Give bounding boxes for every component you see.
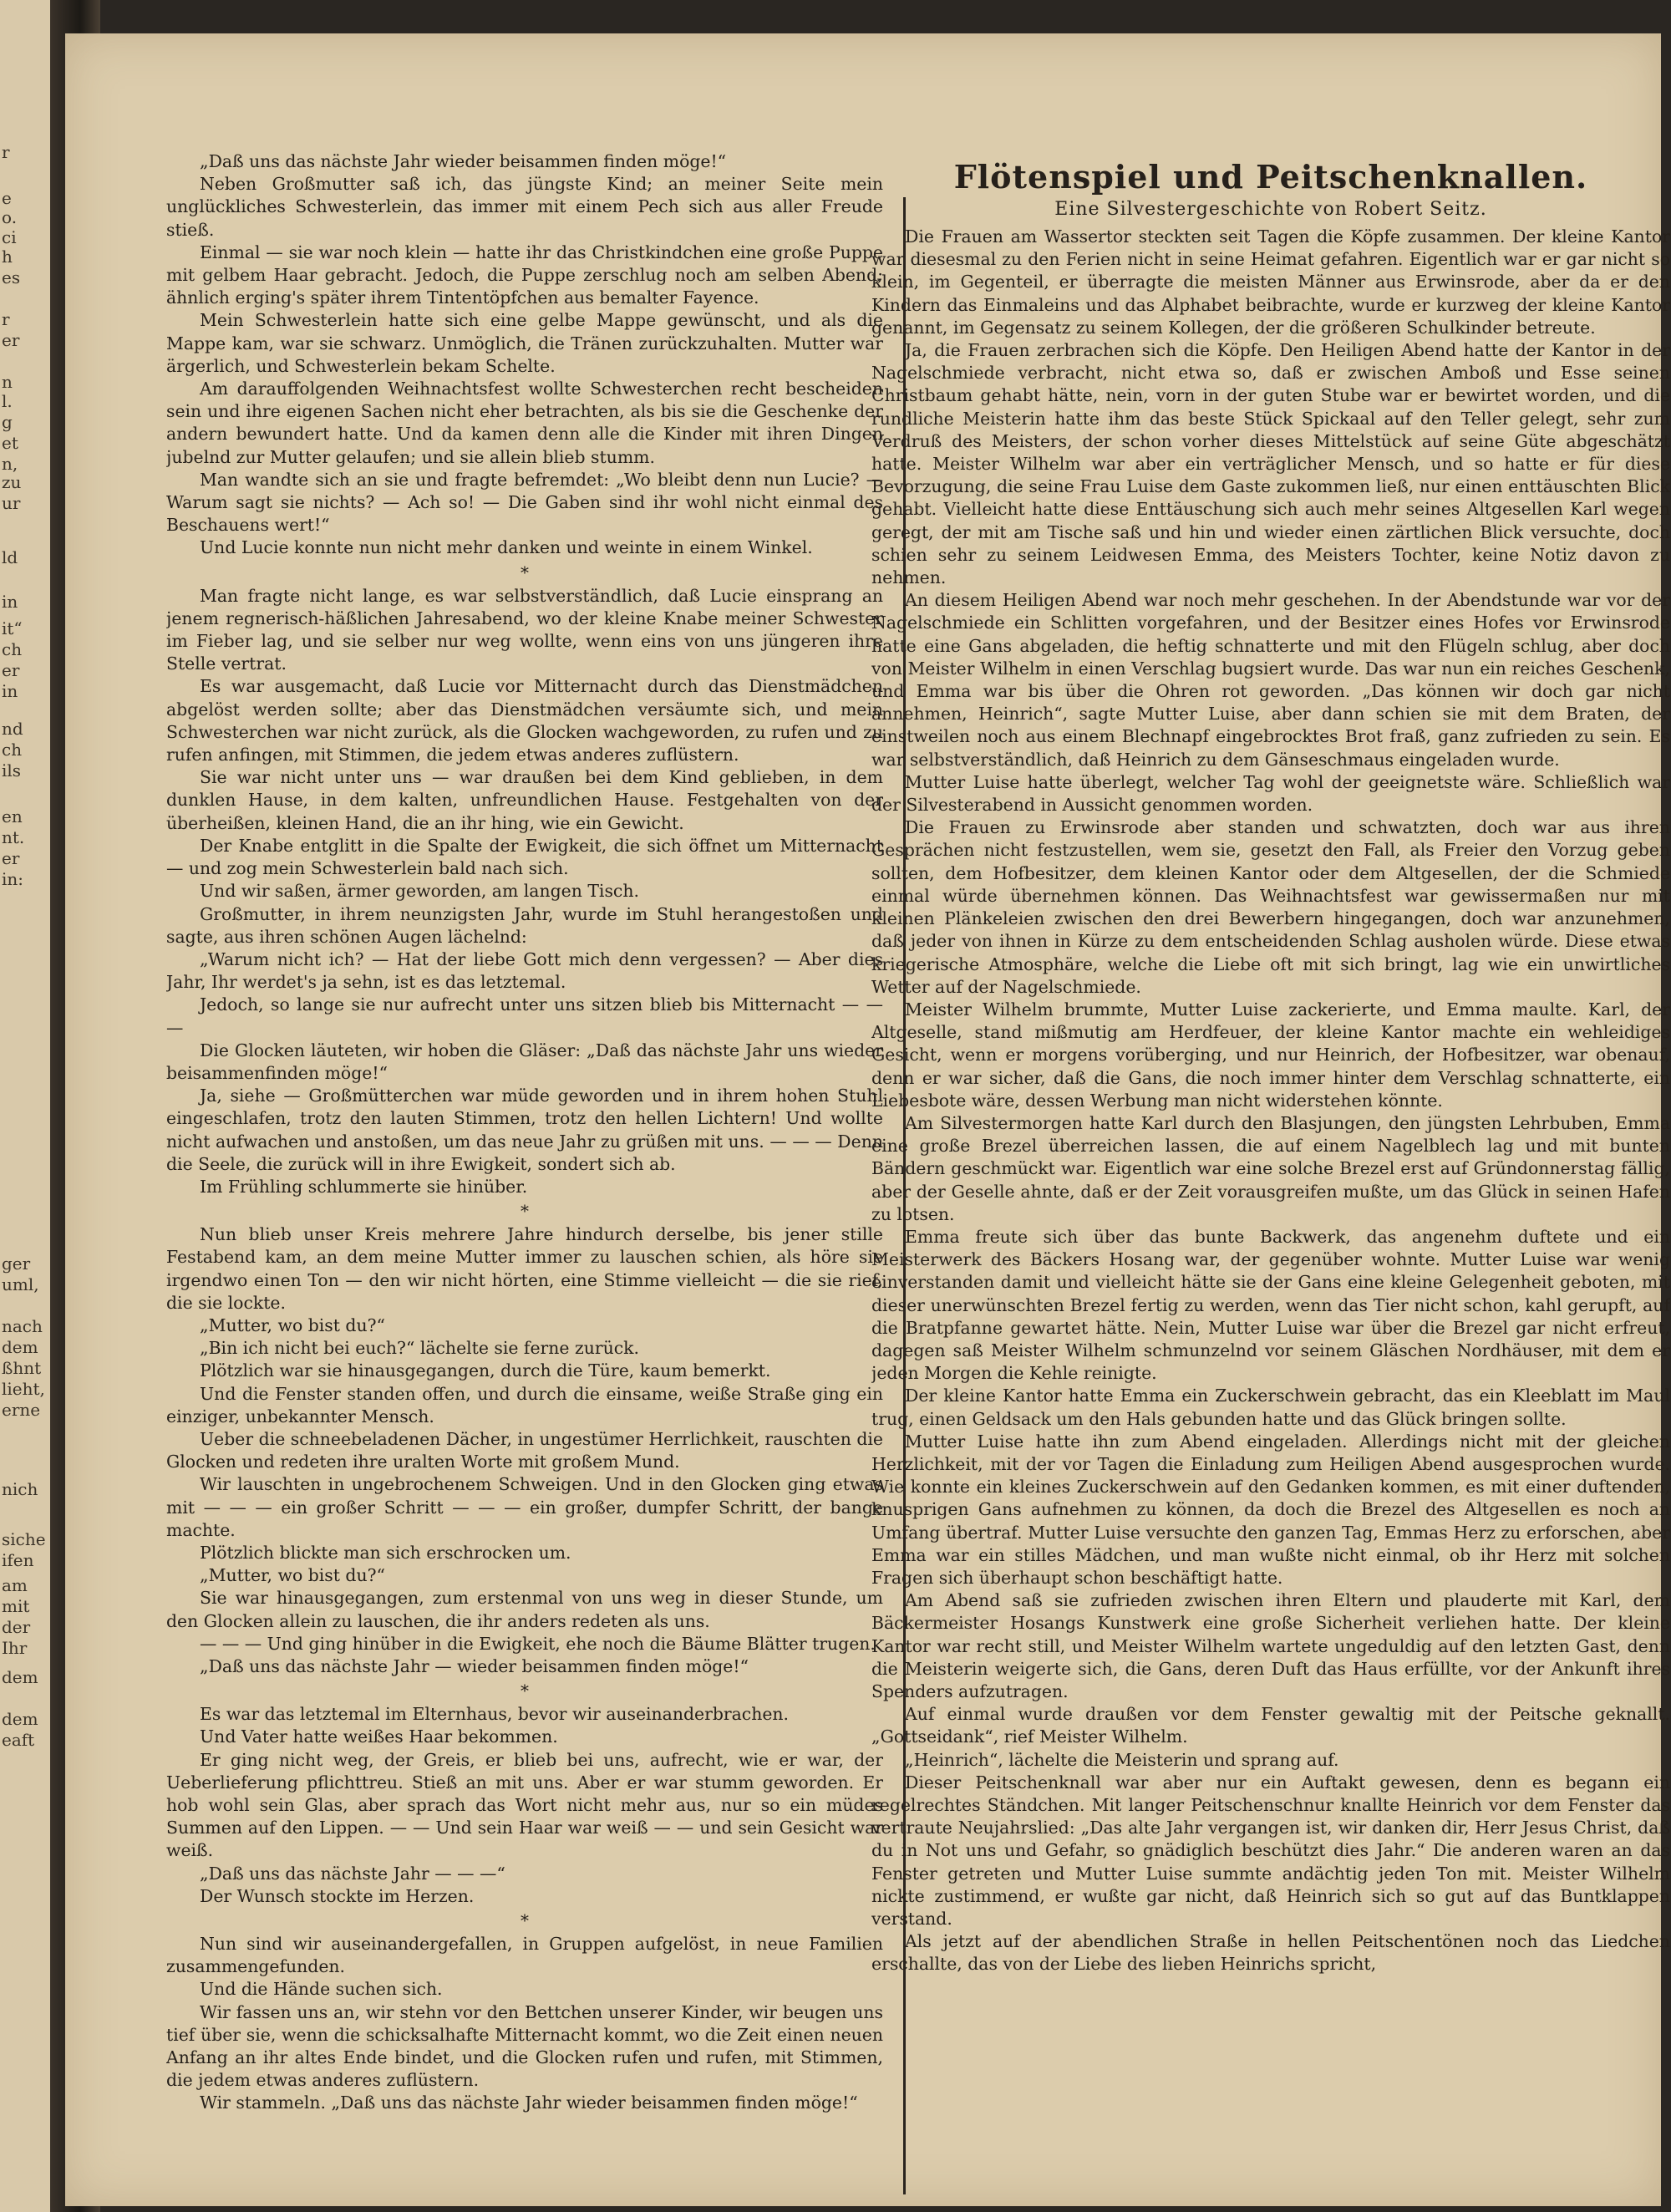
- paragraph: Der kleine Kantor hatte Emma ein Zuckerschwein gebracht, das ein Kleeblatt im Maul trug, einen Geldsack um den Hals gebunden hatte und das Glück bringen sollte.: [871, 1386, 1670, 1429]
- margin-fragment: zu: [2, 472, 22, 492]
- margin-fragment: uml,: [2, 1274, 39, 1294]
- paragraph: „Warum nicht ich? — Hat der liebe Gott mich denn vergessen? — Aber dies Jahr, Ihr werdet's ja sehn, ist es das letztemal.: [166, 948, 883, 993]
- margin-fragment: am: [2, 1575, 28, 1595]
- paragraph: Und die Fenster standen offen, und durch die einsame, weiße Straße ging ein einziger, unbekannter Mensch.: [166, 1383, 883, 1426]
- margin-fragment: in: [2, 592, 18, 612]
- paragraph: „Daß uns das nächste Jahr — wieder beisammen finden möge!“: [200, 1656, 749, 1676]
- paragraph: Wir stammeln. „Daß uns das nächste Jahr wieder beisammen finden möge!“: [200, 2093, 858, 2113]
- paragraph: An diesem Heiligen Abend war noch mehr geschehen. In der Abendstunde war vor der Nagelschmiede ein Schlitten vorgefahren, und der Besitzer eines Hofes vor Erwinsrode hatte eine Gans abgeladen, die heftig schnatterte und mit den Flügeln schlug, aber doch von Meister Wilhelm in einen Verschlag bugsiert wurde. Das war nun ein reiches Geschenk, und Emma war bis über die Ohren rot geworden. „Das können wir doch gar nicht annehmen, Heinrich“, sagte Mutter Luise, aber dann schien sie mit dem Braten, der einstweilen noch aus einem Blechnapf eingebrocktes Brot fraß, ganz zufrieden zu sein. Es war selbstverständlich, daß Heinrich zu dem Gänseschmaus eingeladen wurde.: [871, 590, 1670, 770]
- adjacent-page-margin: [0, 0, 50, 2212]
- section-separator: *: [521, 1910, 529, 1931]
- paragraph: — — — Und ging hinüber in die Ewigkeit, ehe noch die Bäume Blätter trugen.: [200, 1633, 876, 1654]
- margin-fragment: ld: [2, 547, 18, 567]
- margin-fragment: n,: [2, 454, 18, 474]
- margin-fragment: o.: [2, 207, 18, 227]
- paragraph: Mutter Luise hatte ihn zum Abend eingeladen. Allerdings nicht mit der gleichen Herzlichkeit, mit der vor Tagen die Einladung zum Heiligen Abend ausgesprochen wurde. Wie konnte ein kleines Zuckerschwein auf den Gedanken kommen, es mit einer duftenden, knusprigen Gans aufnehmen zu können, da doch die Brezel des Altgesellen es noch an Umfang übertraf. Mutter Luise versuchte den ganzen Tag, Emmas Herz zu erforschen, aber Emma war ein stilles Mädchen, und man wußte nicht einmal, ob ihr Herz mit solchen Fragen sich überhaupt schon beschäftigt hatte.: [871, 1431, 1670, 1588]
- margin-fragment: in:: [2, 869, 24, 889]
- left-column-story: [166, 150, 883, 2148]
- paragraph: Im Frühling schlummerte sie hinüber.: [200, 1176, 528, 1197]
- margin-fragment: es: [2, 267, 21, 287]
- paragraph: Dieser Peitschenknall war aber nur ein Auftakt gewesen, denn es begann ein regelrechtes Ständchen. Mit langer Peitschenschnur knallte Heinrich vor dem Fenster das vertraute Neujahrslied: „Das alte Jahr vergangen ist, wir danken dir, Herr Jesus Christ, daß du in Not uns und Gefahr, so gnädiglich beschützt dies Jahr.“ Die anderen waren an das Fenster getreten und Mutter Luise summte andächtig jeden Ton mit. Meister Wilhelm nickte zustimmend, er wußte gar nicht, daß Heinrich sich so gut auf das Buntklappen verstand.: [871, 1772, 1670, 1930]
- margin-fragment: et: [2, 433, 18, 453]
- margin-fragment: in: [2, 681, 18, 701]
- paragraph: Und Vater hatte weißes Haar bekommen.: [200, 1726, 558, 1747]
- margin-fragment: ifen: [2, 1550, 34, 1570]
- margin-fragment: n: [2, 372, 13, 392]
- story-body: [871, 226, 1670, 1976]
- paragraph: Meister Wilhelm brummte, Mutter Luise zackerierte, und Emma maulte. Karl, der Altgeselle, stand mißmutig am Herdfeuer, der kleine Kantor machte ein wehleidiges Gesicht, wenn er morgens vorüberging, und nur Heinrich, der Hofbesitzer, war obenauf, denn er war sicher, daß die Gans, die noch immer hinter dem Verschlag schnatterte, ein Liebesbote wäre, dessen Werbung man nicht widerstehen könnte.: [871, 999, 1670, 1111]
- margin-fragment: en: [2, 806, 23, 826]
- margin-fragment: nt.: [2, 827, 25, 847]
- margin-fragment: er: [2, 848, 20, 868]
- margin-fragment: ur: [2, 493, 21, 513]
- paragraph: Mein Schwesterlein hatte sich eine gelbe Mappe gewünscht, und als die Mappe kam, war sie schwarz. Unmöglich, die Tränen zurückzuhalten. Mutter war ärgerlich, und Schwesterlein bekam Schelte.: [166, 310, 883, 376]
- paragraph: Emma freute sich über das bunte Backwerk, das angenehm duftete und ein Meisterwerk des Bäckers Hosang war, der gegenüber wohnte. Mutter Luise war wenig einverstanden damit und vielleicht hätte sie der Gans eine kleine Gelegenheit geboten, mit dieser unerwünschten Brezel fertig zu werden, wenn das Tier nicht schon, kahl gerupft, auf die Bratpfanne gewartet hätte. Nein, Mutter Luise war über die Brezel gar nicht erfreut, dagegen saß Meister Wilhelm schmunzelnd vor seinem Gläschen Nordhäuser, mit dem er jeden Morgen die Kehle reinigte.: [871, 1226, 1670, 1384]
- margin-fragment: nd: [2, 719, 23, 739]
- margin-fragment: ch: [2, 740, 23, 760]
- paragraph: Es war das letztemal im Elternhaus, bevor wir auseinanderbrachen.: [200, 1704, 790, 1725]
- paragraph: Der Wunsch stockte im Herzen.: [200, 1885, 475, 1906]
- paragraph: Es war ausgemacht, daß Lucie vor Mitternacht durch das Dienstmädchen abgelöst werden sollte; aber das Dienstmädchen versäumte sich, und mein Schwesterchen war nicht zurück, als die Glocken wachgeworden, zu rufen und zu rufen anfingen, mit Stimmen, die jedem etwas anderes zuflüstern.: [166, 676, 883, 765]
- section-separator: *: [521, 562, 529, 582]
- paragraph: Sie war hinausgegangen, zum erstenmal von uns weg in dieser Stunde, um den Glocken allein zu lauschen, die ihr anders redeten als uns.: [166, 1588, 883, 1631]
- paragraph: Einmal — sie war noch klein — hatte ihr das Christkindchen eine große Puppe mit gelbem Haar gebracht. Jedoch, die Puppe zerschlug noch am selben Abend; ähnlich erging's später ihrem Tintentöpfchen aus bemalter Fayence.: [166, 242, 883, 308]
- paragraph: Man fragte nicht lange, es war selbstverständlich, daß Lucie einsprang an jenem regnerisch-häßlichen Jahresabend, wo der kleine Knabe meiner Schwester im Fieber lag, und sie selber nur weg wollte, wenn eins von uns jüngeren ihre Stelle vertrat.: [166, 585, 883, 674]
- margin-fragment: lieht,: [2, 1379, 45, 1399]
- paragraph: Mutter Luise hatte überlegt, welcher Tag wohl der geeignetste wäre. Schließlich war der Silvesterabend in Aussicht genommen worden.: [871, 771, 1670, 816]
- paragraph: Ueber die schneebeladenen Dächer, in ungestümer Herrlichkeit, rauschten die Glocken und redeten ihre uralten Worte mit großem Mund.: [166, 1428, 883, 1472]
- paragraph: Großmutter, in ihrem neunzigsten Jahr, wurde im Stuhl herangestoßen und sagte, aus ihren schönen Augen lächelnd:: [166, 903, 883, 947]
- margin-fragment: r: [2, 142, 10, 162]
- paragraph: Die Frauen am Wassertor steckten seit Tagen die Köpfe zusammen. Der kleine Kantor war diesesmal zu den Ferien nicht in seine Heimat gefahren. Eigentlich war er gar nicht so klein, im Gegenteil, er überragte die meisten Männer aus Erwinsrode, aber da er den Kindern das Einmaleins und das Alphabet beibrachte, wurde er kurzweg der kleine Kantor genannt, im Gegensatz zu seinem Kollegen, der die größeren Schulkinder betreute.: [871, 226, 1670, 338]
- margin-fragment: er: [2, 660, 20, 680]
- right-column-story: [871, 159, 1670, 2181]
- margin-fragment: dem: [2, 1667, 38, 1687]
- margin-fragment: er: [2, 330, 20, 350]
- paragraph: Wir lauschten in ungebrochenem Schweigen. Und in den Glocken ging etwas mit — — — ein großer Schritt — — — ein großer, dumpfer Schritt, der bange machte.: [166, 1474, 883, 1540]
- paragraph: Wir fassen uns an, wir stehn vor den Bettchen unserer Kinder, wir beugen uns tief über sie, wenn die schicksalhafte Mitternacht kommt, wo die Zeit einen neuen Anfang an ihr altes Ende bindet, und die Glocken rufen und rufen, mit Stimmen, die jedem etwas anderes zuflüstern.: [166, 2001, 883, 2091]
- margin-fragment: ger: [2, 1253, 31, 1274]
- paragraph: Sie war nicht unter uns — war draußen bei dem Kind geblieben, in dem dunklen Hause, in dem kalten, unfreundlichen Hause. Festgehalten von der überheißen, kleinen Hand, die an ihr hing, wie ein Gewicht.: [166, 767, 883, 833]
- margin-fragment: ßhnt: [2, 1358, 42, 1378]
- margin-fragment: ci: [2, 227, 17, 247]
- paragraph: Er ging nicht weg, der Greis, er blieb bei uns, aufrecht, wie er war, der Ueberlieferung pflichttreu. Stieß an mit uns. Aber er war stumm geworden. Er hob wohl sein Glas, aber sprach das Wort nicht mehr aus, nur so ein müdes Summen auf den Lippen. — — Und sein Haar war weiß — — und sein Gesicht war weiß.: [166, 1749, 883, 1861]
- paragraph: „Bin ich nicht bei euch?“ lächelte sie ferne zurück.: [200, 1338, 639, 1359]
- margin-fragment: erne: [2, 1400, 41, 1420]
- paragraph: Als jetzt auf der abendlichen Straße in hellen Peitschentönen noch das Liedchen erschallte, das von der Liebe des lieben Heinrichs spricht,: [871, 1931, 1670, 1975]
- paragraph: Plötzlich blickte man sich erschrocken um.: [200, 1542, 571, 1563]
- margin-fragment: ch: [2, 639, 23, 659]
- paragraph: Der Knabe entglitt in die Spalte der Ewigkeit, die sich öffnet um Mitternacht — und zog mein Schwesterlein bald nach sich.: [166, 835, 883, 879]
- story-title: Flötenspiel und Peitschenknallen.: [953, 159, 1588, 196]
- margin-fragment: dem: [2, 1709, 38, 1729]
- margin-fragment: mit: [2, 1596, 30, 1616]
- paragraph: „Daß uns das nächste Jahr — — —“: [200, 1863, 505, 1884]
- paragraph: Man wandte sich an sie und fragte befremdet: „Wo bleibt denn nun Lucie? — Warum sagt sie nichts? — Ach so! — Die Gaben sind ihr wohl nicht einmal des Beschauens wert!“: [166, 469, 883, 536]
- paragraph: „Heinrich“, lächelte die Meisterin und sprang auf.: [905, 1749, 1339, 1770]
- paragraph: Am Abend saß sie zufrieden zwischen ihren Eltern und plauderte mit Karl, dem Bäckermeister Hosangs Kunstwerk eine große Sicherheit verliehen hatte. Der kleine Kantor war recht still, und Meister Wilhelm wartete ungeduldig auf den letzten Gast, denn die Meisterin weigerte sich, die Gans, deren Duft das Haus erfüllte, vor der Ankunft ihres Spenders aufzutragen.: [871, 1590, 1670, 1701]
- paragraph: „Mutter, wo bist du?“: [200, 1565, 385, 1586]
- paragraph: „Mutter, wo bist du?“: [200, 1314, 385, 1335]
- paragraph: Ja, siehe — Großmütterchen war müde geworden und in ihrem hohen Stuhl eingeschlafen, trotz den lauten Stimmen, trotz den hellen Lichtern! Und wollte nicht aufwachen und anstoßen, um das neue Jahr zu grüßen mit uns. — — — Denn die Seele, die zurück will in ihre Ewigkeit, sondert sich ab.: [166, 1086, 883, 1174]
- paragraph: Am Silvestermorgen hatte Karl durch den Blasjungen, den jüngsten Lehrbuben, Emma eine große Brezel überreichen lassen, die auf einem Nagelblech lag und mit bunten Bändern geschmückt war. Eigentlich war eine solche Brezel erst auf Gründonnerstag fällig, aber der Geselle ahnte, daß er der Zeit vorausgreifen mußte, um das Glück in seinen Hafen zu lotsen.: [871, 1112, 1670, 1224]
- section-separator: *: [521, 1681, 529, 1701]
- paragraph: Und wir saßen, ärmer geworden, am langen Tisch.: [200, 881, 639, 902]
- margin-fragment: nich: [2, 1479, 38, 1499]
- margin-fragment: r: [2, 309, 10, 329]
- paragraph: Nun sind wir auseinandergefallen, in Gruppen aufgelöst, in neue Familien zusammengefunden.: [166, 1934, 883, 1977]
- margin-fragment: l.: [2, 391, 13, 411]
- paragraph: Und Lucie konnte nun nicht mehr danken und weinte in einem Winkel.: [200, 537, 813, 558]
- paragraph: Am darauffolgenden Weihnachtsfest wollte Schwesterchen recht bescheiden sein und ihre eigenen Sachen nicht eher betrachten, als bis sie die Geschenke der andern bewundert hatte. Und da kamen denn alle die Kinder mit ihren Dingen jubelnd zur Mutter gelaufen; und sie allein blieb stumm.: [166, 379, 883, 467]
- paragraph: Jedoch, so lange sie nur aufrecht unter uns sitzen blieb bis Mitternacht — — —: [166, 994, 883, 1038]
- paragraph: Und die Hände suchen sich.: [200, 1979, 443, 2000]
- paragraph: Ja, die Frauen zerbrachen sich die Köpfe. Den Heiligen Abend hatte der Kantor in der Nagelschmiede verbracht, nicht etwa so, daß er zwischen Amboß und Esse seinen Christbaum gehabt hätte, nein, vorn in der guten Stube war er bewirtet worden, und die rundliche Meisterin hatte ihm das beste Stück Spickaal auf den Teller gelegt, sehr zum Verdruß des Meisters, der schon vorher dieses Mittelstück auf seine Güte abgeschätzt hatte. Meister Wilhelm war aber ein verträglicher Mensch, und so hatte er für diese Bevorzugung, die seine Frau Luise dem Gaste zukommen ließ, nur einen enttäuschten Blick gehabt. Vielleicht hatte diese Enttäuschung sich auch mehr seines Altgesellen Karl wegen geregt, der mit am Tische saß und hin und wieder einen zärtlichen Blick versuchte, doch schien sehr zu seinem Leidwesen Emma, des Meisters Tochter, keine Notiz davon zu nehmen.: [871, 340, 1670, 588]
- paragraph: „Daß uns das nächste Jahr wieder beisammen finden möge!“: [200, 151, 727, 171]
- section-separator: *: [521, 1201, 529, 1222]
- margin-fragment: h: [2, 247, 13, 267]
- margin-fragment: Ihr: [2, 1638, 28, 1658]
- margin-fragment: der: [2, 1617, 31, 1637]
- paragraph: Auf einmal wurde draußen vor dem Fenster gewaltig mit der Peitsche geknallt. „Gottseidank“, rief Meister Wilhelm.: [871, 1704, 1670, 1747]
- newspaper-page: [65, 33, 1670, 2206]
- margin-fragment: e: [2, 188, 12, 208]
- margin-fragment: ils: [2, 760, 22, 781]
- margin-fragment: dem: [2, 1337, 38, 1357]
- margin-fragment: it“: [2, 618, 23, 638]
- paragraph: Neben Großmutter saß ich, das jüngste Kind; an meiner Seite mein unglückliches Schwesterlein, das immer mit einem Pech sich aus aller Freude stieß.: [166, 174, 883, 240]
- margin-fragment: siche: [2, 1529, 46, 1549]
- paragraph: Die Frauen zu Erwinsrode aber standen und schwatzten, doch war aus ihren Gesprächen nicht festzustellen, wem sie, gesetzt den Fall, als Freier den Vorzug geben sollten, dem Hofbesitzer, dem kleinen Kantor oder dem Altgesellen, der die Schmiede einmal würde übernehmen können. Das Weihnachtsfest war gewissermaßen nur mit kleinen Plänkeleien zwischen den drei Bewerbern hingegangen, doch war anzunehmen, daß jeder von ihnen in Kürze zu dem entscheidenden Schlag ausholen würde. Diese etwas kriegerische Atmosphäre, welche die Liebe oft mit sich bringt, lag wie ein unwirtliches Wetter auf der Nagelschmiede.: [871, 817, 1670, 997]
- story-subtitle: Eine Silvestergeschichte von Robert Seitz.: [1054, 199, 1487, 220]
- paragraph: Nun blieb unser Kreis mehrere Jahre hindurch derselbe, bis jener stille Festabend kam, an dem meine Mutter immer zu lauschen schien, als höre sie irgendwo einen Ton — den wir nicht hörten, eine Stimme vielleicht — die sie rief, die sie lockte.: [166, 1224, 883, 1313]
- margin-fragment: nach: [2, 1316, 43, 1336]
- paragraph: Plötzlich war sie hinausgegangen, durch die Türe, kaum bemerkt.: [200, 1360, 771, 1381]
- margin-fragment: eaft: [2, 1730, 35, 1750]
- margin-fragment: g: [2, 412, 13, 432]
- paragraph: Die Glocken läuteten, wir hoben die Gläser: „Daß das nächste Jahr uns wieder beisammenfinden möge!“: [166, 1040, 883, 1083]
